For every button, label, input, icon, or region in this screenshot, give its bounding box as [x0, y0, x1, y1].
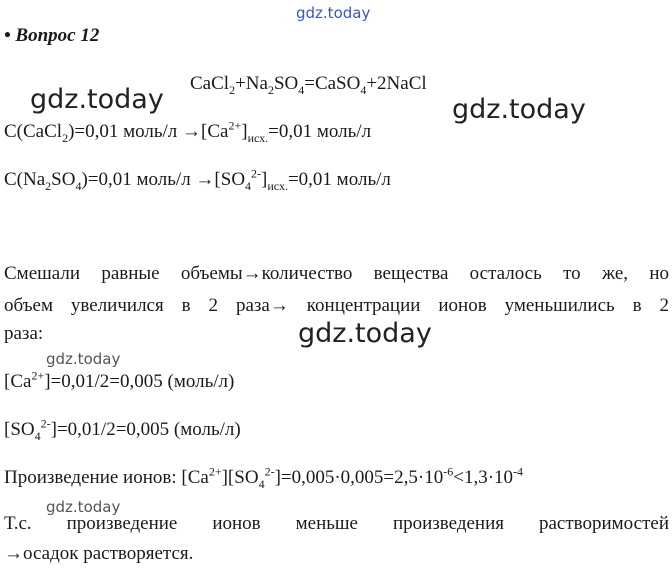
watermark-small-1: gdz.today: [46, 350, 121, 368]
watermark-top: gdz.today: [296, 4, 371, 22]
na2so4-concentration-line: $C(Na_2SO_4)=0,01$ моль/л $\to[SO_4^{2-}]_{исх.}=0,01$ моль/л: [4, 166, 391, 193]
conclusion-line-1: Т.с. произведение ионов меньше произведения растворимостей: [4, 513, 669, 534]
so4-ion-line: $[SO_4^{2-}]=0,01/2=0,005$ (моль/л): [4, 416, 241, 443]
watermark-right: gdz.today: [452, 94, 586, 125]
paragraph-line-3: раза:: [4, 323, 44, 344]
conclusion-line-2: →осадок растворяется.: [4, 543, 194, 564]
paragraph-line-2: объем увеличился в 2 раза→ концентрации ионов уменьшились в 2: [4, 295, 669, 316]
ca-ion-line: $[Ca^{2+}]=0,01/2=0,005$ (моль/л): [4, 368, 235, 392]
watermark-left: gdz.today: [30, 84, 164, 115]
ion-product-line: Произведение ионов: $[Ca^{2+}][SO_4^{2-}]=0,005\cdot 0,005=2,5\cdot 10^{-6}<1,3\cdot 10^{-4}$: [4, 464, 524, 491]
watermark-small-2: gdz.today: [46, 498, 121, 516]
reaction-equation: $CaCl_2+Na_2SO_4=CaSO_4+2NaCl$: [190, 73, 427, 97]
question-title: • Вопрос 12: [4, 25, 100, 46]
cacl2-concentration-line: C(CaCl$_2$)=0,01 моль/л $\to[Ca^{2+}]_{исх.}=0,01$ моль/л: [4, 118, 372, 145]
paragraph-line-1: Смешали равные объемы→количество вещества осталось то же, но: [4, 263, 669, 284]
watermark-center: gdz.today: [298, 318, 432, 349]
